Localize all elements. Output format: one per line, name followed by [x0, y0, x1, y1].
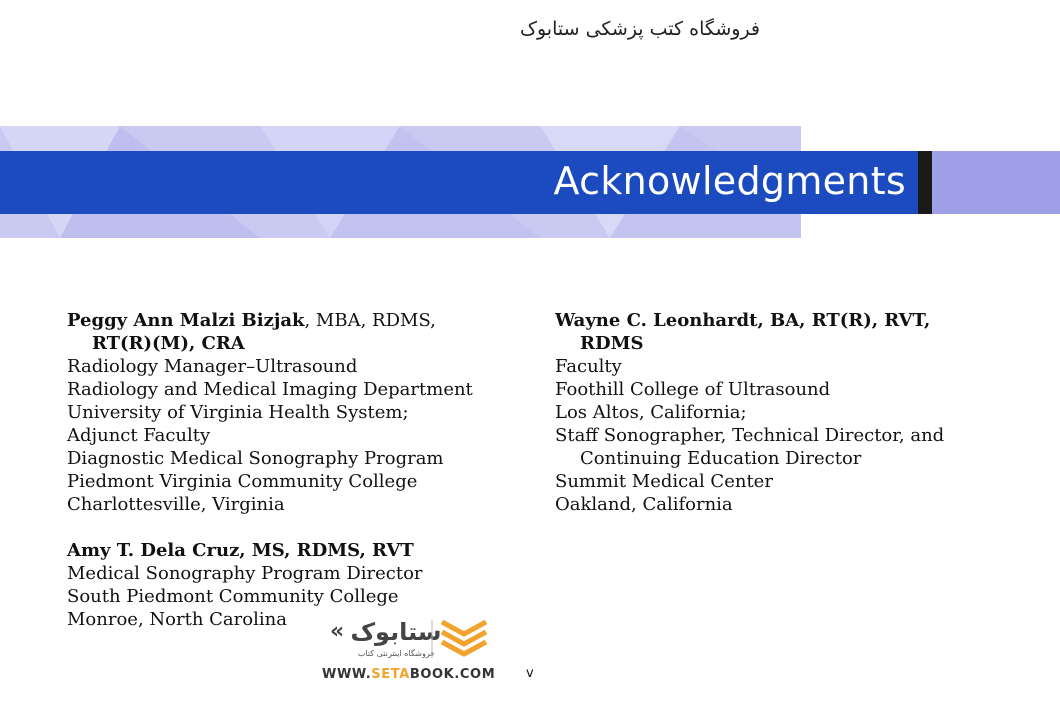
affiliation-line: South Piedmont Community College [67, 586, 399, 607]
affiliation-line: Radiology and Medical Imaging Department [67, 379, 473, 400]
contributor-name-line [67, 539, 507, 562]
contributor-credentials: , MBA, RDMS, [304, 310, 436, 331]
contributors-left-column [67, 309, 507, 654]
setabook-logo [316, 614, 496, 664]
contributor-entry [67, 309, 507, 516]
store-header-text: فروشگاه کتب پزشکی ستابوک [519, 18, 761, 40]
affiliation-line: Diagnostic Medical Sonography Program [67, 448, 444, 469]
banner-right-block [932, 151, 1060, 214]
page-number: v [526, 666, 534, 681]
banner-accent-bar [918, 151, 932, 214]
affiliation-line: Faculty [555, 356, 622, 377]
affiliation-line: Charlottesville, Virginia [67, 494, 285, 515]
logo-chevron-icon: « [330, 619, 345, 644]
contributor-entry [555, 309, 995, 516]
affiliation-line: University of Virginia Health System; [67, 402, 409, 423]
book-stack-icon [442, 622, 486, 634]
contributor-credentials-cont: RDMS [580, 333, 644, 354]
contributor-credentials: , BA, RT(R), RVT, [757, 310, 931, 331]
url-prefix: WWW. [322, 667, 372, 682]
contributor-name-line [555, 309, 995, 332]
affiliation-line: Continuing Education Director [580, 448, 862, 469]
affiliation-line: Los Altos, California; [555, 402, 747, 423]
contributor-name: Amy T. Dela Cruz [67, 540, 240, 561]
page-title: Acknowledgments [553, 159, 906, 203]
affiliation-line: Radiology Manager–Ultrasound [67, 356, 358, 377]
url-suffix: BOOK.COM [409, 667, 496, 682]
contributor-name: Wayne C. Leonhardt [555, 310, 758, 331]
contributor-credentials-cont: RT(R)(M), CRA [92, 333, 245, 354]
contributors-right-column [555, 309, 995, 539]
affiliation-line: Medical Sonography Program Director [67, 563, 423, 584]
setabook-logo-graphic [316, 614, 496, 664]
affiliation-line: Oakland, California [555, 494, 733, 515]
contributor-name-line [67, 309, 507, 332]
affiliation-line: Foothill College of Ultrasound [555, 379, 831, 400]
logo-wordmark: ستابوک [350, 618, 442, 646]
url-highlight: SETA [371, 667, 410, 682]
affiliation-line: Piedmont Virginia Community College [67, 471, 418, 492]
affiliation-line: Adjunct Faculty [67, 425, 211, 446]
contributor-credentials: , MS, RDMS, RVT [239, 540, 414, 561]
affiliation-line: Monroe, North Carolina [67, 609, 287, 630]
affiliation-line: Staff Sonographer, Technical Director, and [555, 425, 945, 446]
logo-subtext: فروشگاه اینترنتی کتاب [357, 649, 435, 658]
affiliation-line: Summit Medical Center [555, 471, 773, 492]
contributor-name: Peggy Ann Malzi Bizjak [67, 310, 305, 331]
site-url [322, 667, 495, 682]
